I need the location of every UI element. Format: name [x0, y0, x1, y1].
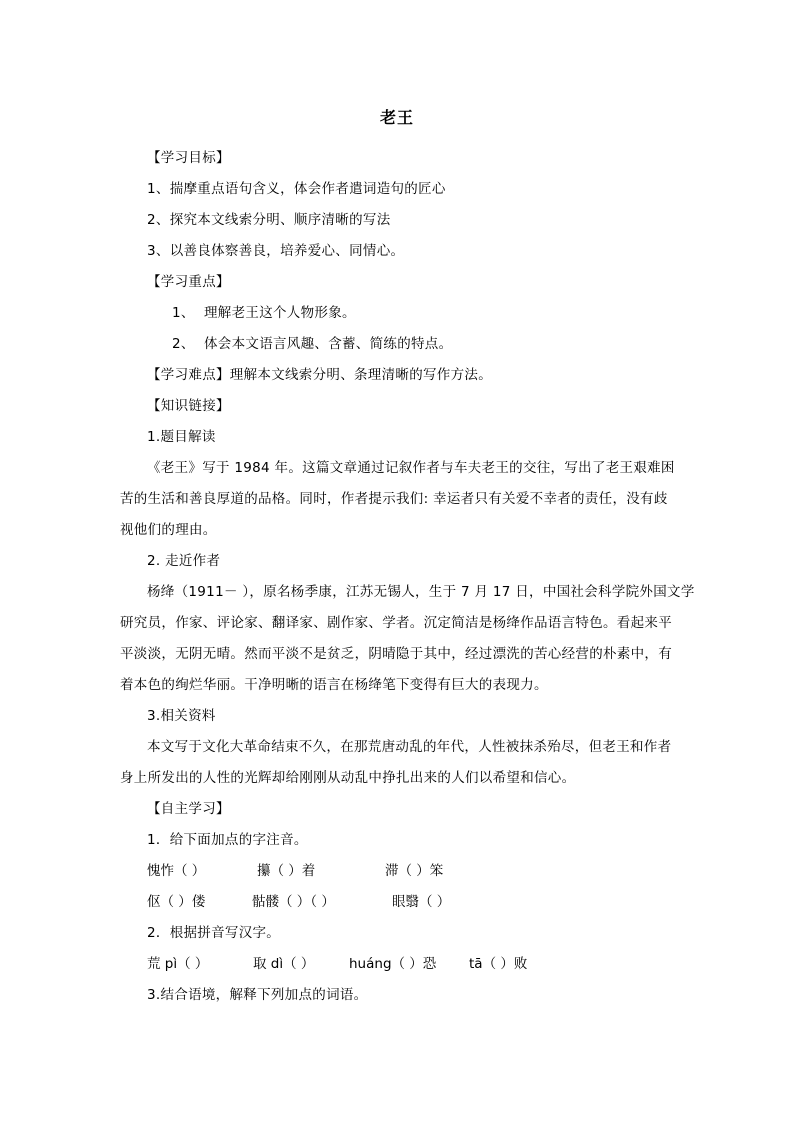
difficulty-line: 【学习难点】理解本文线索分明、条理清晰的写作方法。 — [147, 367, 492, 383]
paragraph-line: 着本色的绚烂华丽。干净明晰的语言在杨绛笔下变得有巨大的表现力。 — [120, 677, 548, 693]
paragraph-line: 杨绛（1911－ ），原名杨季康，江苏无锡人，生于 7 月 17 日，中国社会科学院外国文学 — [147, 584, 695, 600]
pinyin-item: 骷髅（ ）（ ） — [252, 894, 335, 910]
pinyin-item: 滞（ ）笨 — [385, 863, 444, 879]
pinyin-row-2 — [147, 890, 450, 910]
question-1: 1．给下面加点的字注音。 — [147, 832, 308, 848]
objective-item: 2、探究本文线索分明、顺序清晰的写法 — [147, 212, 391, 228]
key-point-text: 理解老王这个人物形象。 — [204, 305, 356, 321]
paragraph-line: 身上所发出的人性的光辉却给刚刚从动乱中挣扎出来的人们以希望和信心。 — [120, 770, 576, 786]
page-title: 老王 — [379, 108, 414, 127]
objectives-heading: 【学习目标】 — [147, 150, 230, 166]
pinyin-item: 眼翳（ ） — [392, 894, 451, 910]
key-point-item — [172, 332, 452, 352]
question-3: 3.结合语境，解释下列加点的词语。 — [147, 987, 368, 1003]
pinyin-item: 愧怍（ ） — [147, 863, 206, 879]
hanzi-item: 取 dì（ ） — [253, 956, 315, 972]
pinyin-item: 攥（ ）着 — [257, 863, 316, 879]
pinyin-item: 伛（ ）偻 — [147, 894, 206, 910]
key-point-text: 体会本文语言风趣、含蓄、简练的特点。 — [204, 336, 453, 352]
paragraph-line: 《老王》写于 1984 年。这篇文章通过记叙作者与车夫老王的交往，写出了老王艰难困 — [147, 460, 675, 476]
section-title: 2. 走近作者 — [147, 553, 221, 569]
objective-item: 3、以善良体察善良，培养爱心、同情心。 — [147, 243, 405, 259]
paragraph-line: 平淡淡，无阴无晴。然而平淡不是贫乏，阴晴隐于其中，经过漂洗的苦心经营的朴素中，有 — [120, 646, 672, 662]
hanzi-item: tā（ ）败 — [469, 956, 528, 972]
objective-item: 1、揣摩重点语句含义，体会作者遣词造句的匠心 — [147, 181, 446, 197]
hanzi-row — [147, 952, 527, 972]
paragraph-line: 本文写于文化大革命结束不久，在那荒唐动乱的年代，人性被抹杀殆尽，但老王和作者 — [147, 739, 672, 755]
key-point-number: 1、 — [172, 305, 195, 321]
key-points-heading: 【学习重点】 — [147, 274, 230, 290]
paragraph-line: 视他们的理由。 — [120, 522, 217, 538]
knowledge-heading: 【知识链接】 — [147, 398, 230, 414]
question-2: 2．根据拼音写汉字。 — [147, 925, 281, 941]
section-title: 3.相关资料 — [147, 708, 216, 724]
self-study-heading: 【自主学习】 — [147, 801, 230, 817]
paragraph-line: 研究员，作家、评论家、翻译家、剧作家、学者。沉定简洁是杨绛作品语言特色。看起来平 — [120, 615, 672, 631]
key-point-number: 2、 — [172, 336, 195, 352]
key-point-item — [172, 301, 356, 321]
section-title: 1.题目解读 — [147, 429, 216, 445]
hanzi-item: 荒 pì（ ） — [147, 956, 209, 972]
hanzi-item: huáng（ ）恐 — [349, 956, 437, 972]
paragraph-line: 苦的生活和善良厚道的品格。同时，作者提示我们: 幸运者只有关爱不幸者的责任，没有歧 — [120, 491, 668, 507]
pinyin-row-1 — [147, 859, 443, 879]
